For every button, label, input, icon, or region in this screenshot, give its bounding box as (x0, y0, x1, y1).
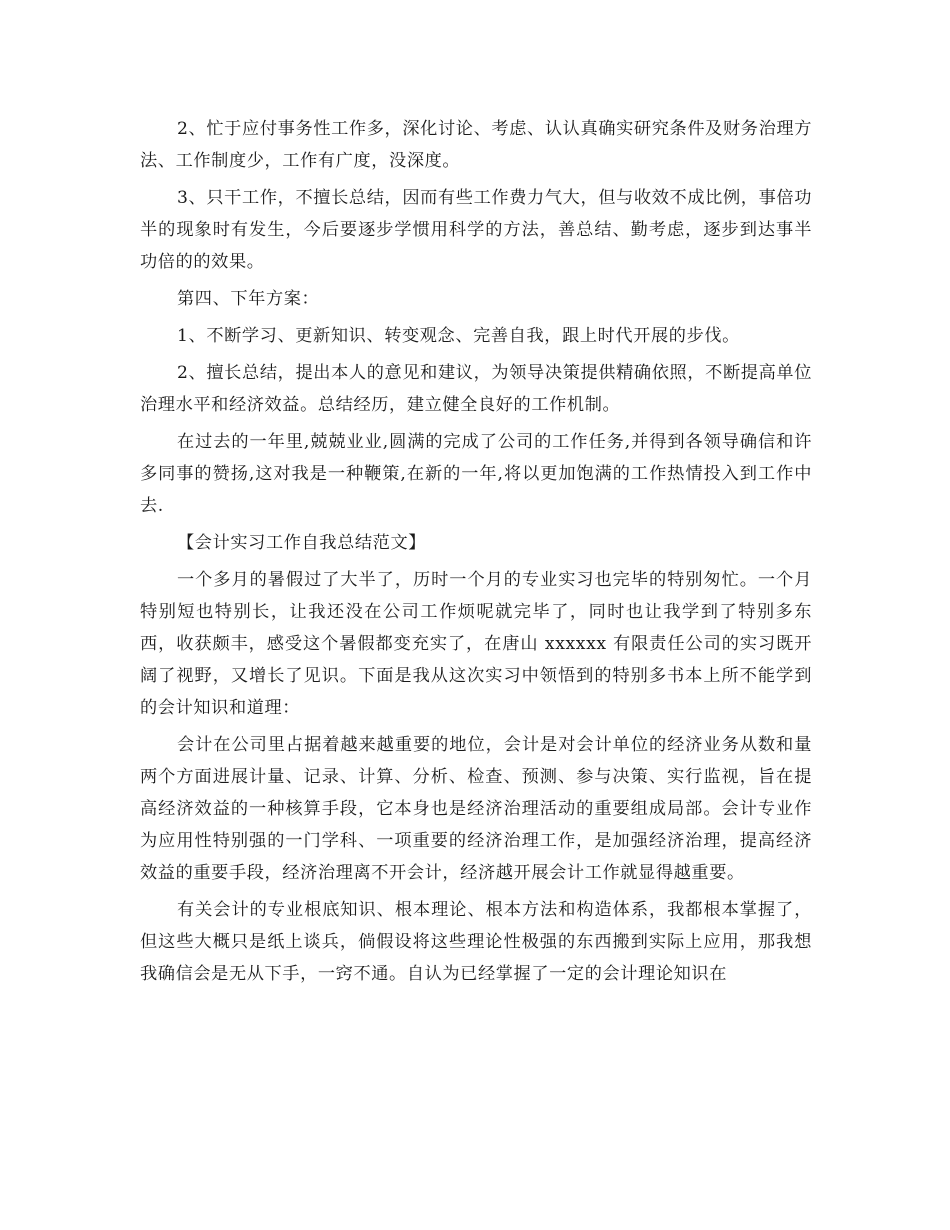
paragraph-accounting-knowledge: 有关会计的专业根底知识、根本理论、根本方法和构造体系，我都根本掌握了，但这些大概只是纸上谈兵，倘假设将这些理论性极强的东西搬到实际上应用，那我想我确信会是无从下手，一窍不通。自认为已经掌握了一定的会计理论知识在 (140, 900, 812, 984)
paragraph-point-2: 2、忙于应付事务性工作多，深化讨论、考虑、认认真确实研究条件及财务治理方法、工作制度少，工作有广度，没深度。 (140, 119, 812, 171)
plan-item-1: 1、不断学习、更新知识、转变观念、完善自我，跟上时代开展的步伐。 (177, 326, 740, 346)
paragraph-accounting-role: 会计在公司里占据着越来越重要的地位，会计是对会计单位的经济业务从数和量两个方面进展计量、记录、计算、分析、检查、预测、参与决策、实行监视，旨在提高经济效益的一种核算手段，它本身也是经济治理活动的重要组成局部。会计专业作为应用性特别强的一门学科、一项重要的经济治理工作，是加强经济治理，提高经济效益的重要手段，经济治理离不开会计，经济越开展会计工作就显得越重要。 (140, 735, 812, 883)
plan-item-2: 2、擅长总结，提出本人的意见和建议，为领导决策提供精确依照，不断提高单位治理水平和经济效益。总结经历，建立健全良好的工作机制。 (140, 363, 812, 415)
section-title-internship-summary: 【会计实习工作自我总结范文】 (177, 533, 427, 553)
document-page (140, 113, 812, 990)
paragraph-conclusion: 在过去的一年里,兢兢业业,圆满的完成了公司的工作任务,并得到各领导确信和许多同事的赞扬,这对我是一种鞭策,在新的一年,将以更加饱满的工作热情投入到工作中去. (140, 432, 812, 516)
paragraph-internship-intro: 一个多月的暑假过了大半了，历时一个月的专业实习也完毕的特别匆忙。一个月特别短也特别长，让我还没在公司工作烦呢就完毕了，同时也让我学到了特别多东西，收获颇丰，感受这个暑假都变充实了，在唐山 xxxxxx 有限责任公司的实习既开阔了视野，又增长了见识。下面是我从这次实习中领悟到的特别多书本上所不能学到的会计知识和道理： (140, 570, 812, 718)
section-heading-next-year-plan: 第四、下年方案： (177, 289, 320, 309)
paragraph-point-3: 3、只干工作，不擅长总结，因而有些工作费力气大，但与收效不成比例，事倍功半的现象时有发生，今后要逐步学惯用科学的方法，善总结、勤考虑，逐步到达事半功倍的的效果。 (140, 188, 812, 272)
